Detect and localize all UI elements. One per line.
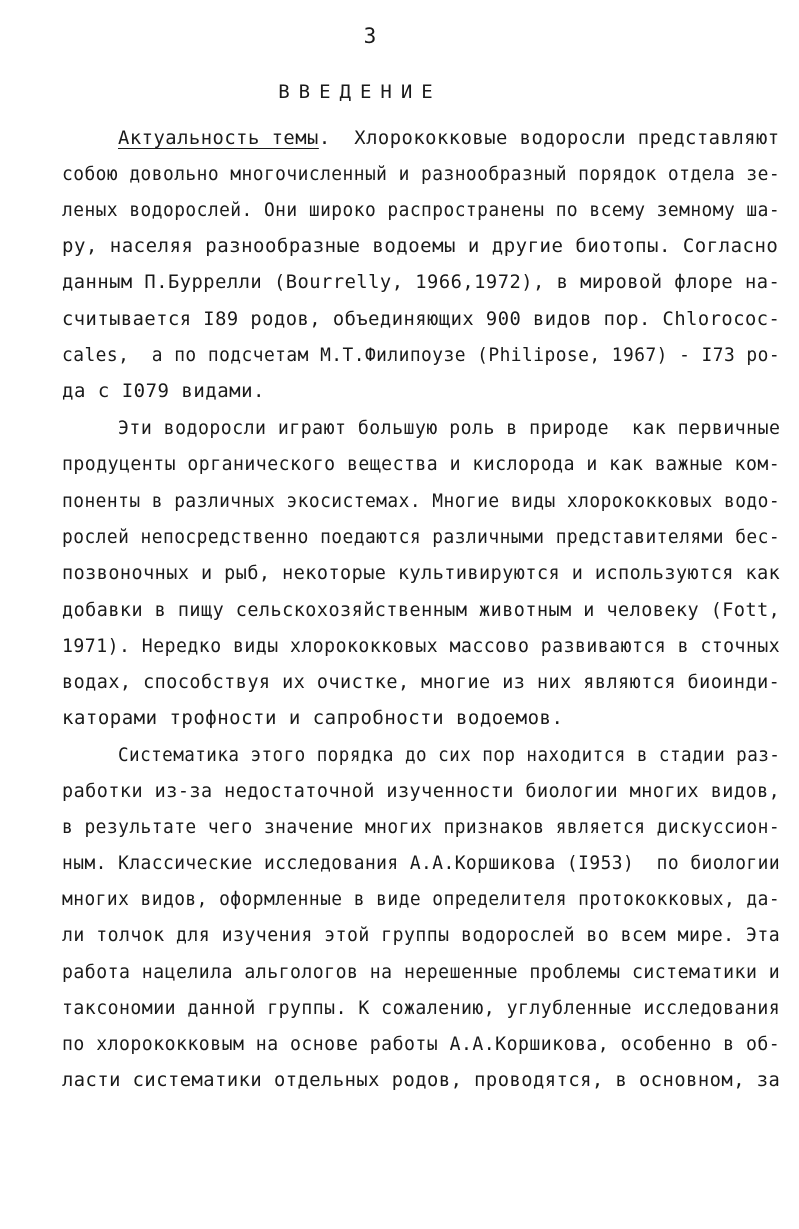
paragraph-2-line-8: водах, способствуя их очистке, многие из них являются биоинди-: [62, 671, 781, 693]
paragraph-2-line-1: Эти водоросли играют большую роль в природе как первичные: [118, 417, 781, 439]
paragraph-1-line-2: собою довольно многочисленный и разнообразный порядок отдела зе-: [62, 163, 781, 185]
paragraph-2-line-4: рослей непосредственно поедаются различными представителями бес-: [62, 526, 781, 548]
page-number: 3: [363, 24, 377, 48]
paragraph-1-line-5: данным П.Буррелли (Bourrelly, 1966,1972), в мировой флоре на-: [62, 271, 781, 293]
paragraph-3-line-2: работки из-за недостаточной изученности биологии многих видов,: [62, 780, 781, 802]
paragraph-3-line-8: таксономии данной группы. К сожалению, углубленные исследования: [62, 997, 781, 1019]
paragraph-2-line-5: позвоночных и рыб, некоторые культивируются и используются как: [62, 562, 781, 584]
paragraph-3-line-10: ласти систематики отдельных родов, проводятся, в основном, за: [62, 1069, 781, 1091]
paragraph-2-line-6: добавки в пищу сельскохозяйственным животным и человеку (Fott,: [62, 599, 781, 621]
paragraph-2-line-2: продуценты органического вещества и кислорода и как важные ком-: [62, 453, 781, 475]
paragraph-1-line-7: cales, а по подсчетам М.Т.Филипоузе (Philipose, 1967) - I73 ро-: [62, 344, 781, 366]
paragraph-3-line-3: в результате чего значение многих признаков является дискуссион-: [62, 816, 781, 838]
paragraph-1-line-4: ру, населяя разнообразные водоемы и другие биотопы. Согласно: [62, 235, 779, 257]
paragraph-1-line-1: [118, 124, 780, 152]
paragraph-1-line-6: считывается I89 родов, объединяющих 900 видов пор. Chlorococ-: [62, 308, 781, 330]
paragraph-3-line-6: ли толчок для изучения этой группы водорослей во всем мире. Эта: [62, 924, 781, 946]
section-heading: ВВЕДЕНИЕ: [278, 81, 442, 103]
paragraph-3-line-7: работа нацелила альгологов на нерешенные проблемы систематики и: [62, 961, 781, 983]
paragraph-1-line-1-rest: . Хлорококковые водоросли представляют: [318, 127, 780, 149]
paragraph-3-line-5: многих видов, оформленные в виде определителя протококковых, да-: [62, 888, 781, 910]
paragraph-2-line-3: поненты в различных экосистемах. Многие виды хлорококковых водо-: [62, 490, 781, 512]
paragraph-3-line-1: Систематика этого порядка до сих пор находится в стадии раз-: [118, 744, 781, 766]
paragraph-1-line-3: леных водорослей. Они широко распространены по всему земному ша-: [62, 199, 781, 221]
paragraph-2-line-9: каторами трофности и сапробности водоемов.: [62, 707, 564, 729]
paragraph-3-line-9: по хлорококковым на основе работы А.А.Коршикова, особенно в об-: [62, 1033, 781, 1055]
paragraph-1-line-8: да с I079 видами.: [62, 380, 265, 402]
topic-relevance-term: Актуальность темы: [118, 127, 319, 149]
paragraph-2-line-7: 1971). Нередко виды хлорококковых массово развиваются в сточных: [62, 635, 781, 657]
paragraph-3-line-4: ным. Классические исследования А.А.Коршикова (I953) по биологии: [62, 852, 781, 874]
